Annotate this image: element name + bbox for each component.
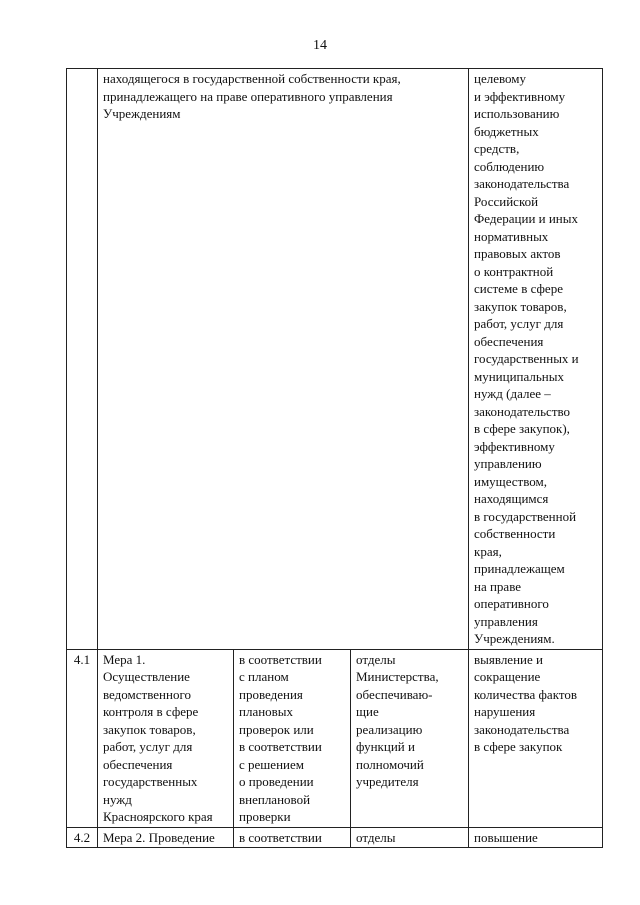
result-cell: выявление и сокращение количества фактов нарушения законодательства в сфере закупок — [469, 649, 603, 827]
measure-cell: Мера 2. Проведение — [98, 827, 234, 848]
deadline-cell: в соответствии с планом проведения плановых проверок или в соответствии с решением о проведении внеплановой проверки — [234, 649, 351, 827]
table-row — [67, 827, 603, 848]
row-number-cell — [67, 69, 98, 650]
row-number-cell: 4.2 — [67, 827, 98, 848]
page-number: 14 — [313, 38, 327, 53]
table-row — [67, 649, 603, 827]
responsible-cell: отделы — [351, 827, 469, 848]
measure-cell: находящегося в государственной собственности края, принадлежащего на праве оперативного управления Учреждениям — [98, 69, 469, 650]
row-number-cell: 4.1 — [67, 649, 98, 827]
result-cell: повышение — [469, 827, 603, 848]
measure-cell: Мера 1. Осуществление ведомственного контроля в сфере закупок товаров, работ, услуг для обеспечения государственных нужд Красноярского края — [98, 649, 234, 827]
result-cell: целевому и эффективному использованию бюджетных средств, соблюдению законодательства Российской Федерации и иных нормативных правовых актов о контрактной системе в сфере закупок товаров, работ, услуг для обеспечения государственных и муниципальных нужд (далее – законодательство в сфере закупок), эффективному управлению имуществом, находящимся в государственной собственности края, принадлежащем на праве оперативного управления Учреждениям. — [469, 69, 603, 650]
responsible-cell: отделы Министерства, обеспечиваю- щие реализацию функций и полномочий учредителя — [351, 649, 469, 827]
measures-table — [66, 68, 603, 848]
deadline-cell: в соответствии — [234, 827, 351, 848]
table-row — [67, 69, 603, 650]
